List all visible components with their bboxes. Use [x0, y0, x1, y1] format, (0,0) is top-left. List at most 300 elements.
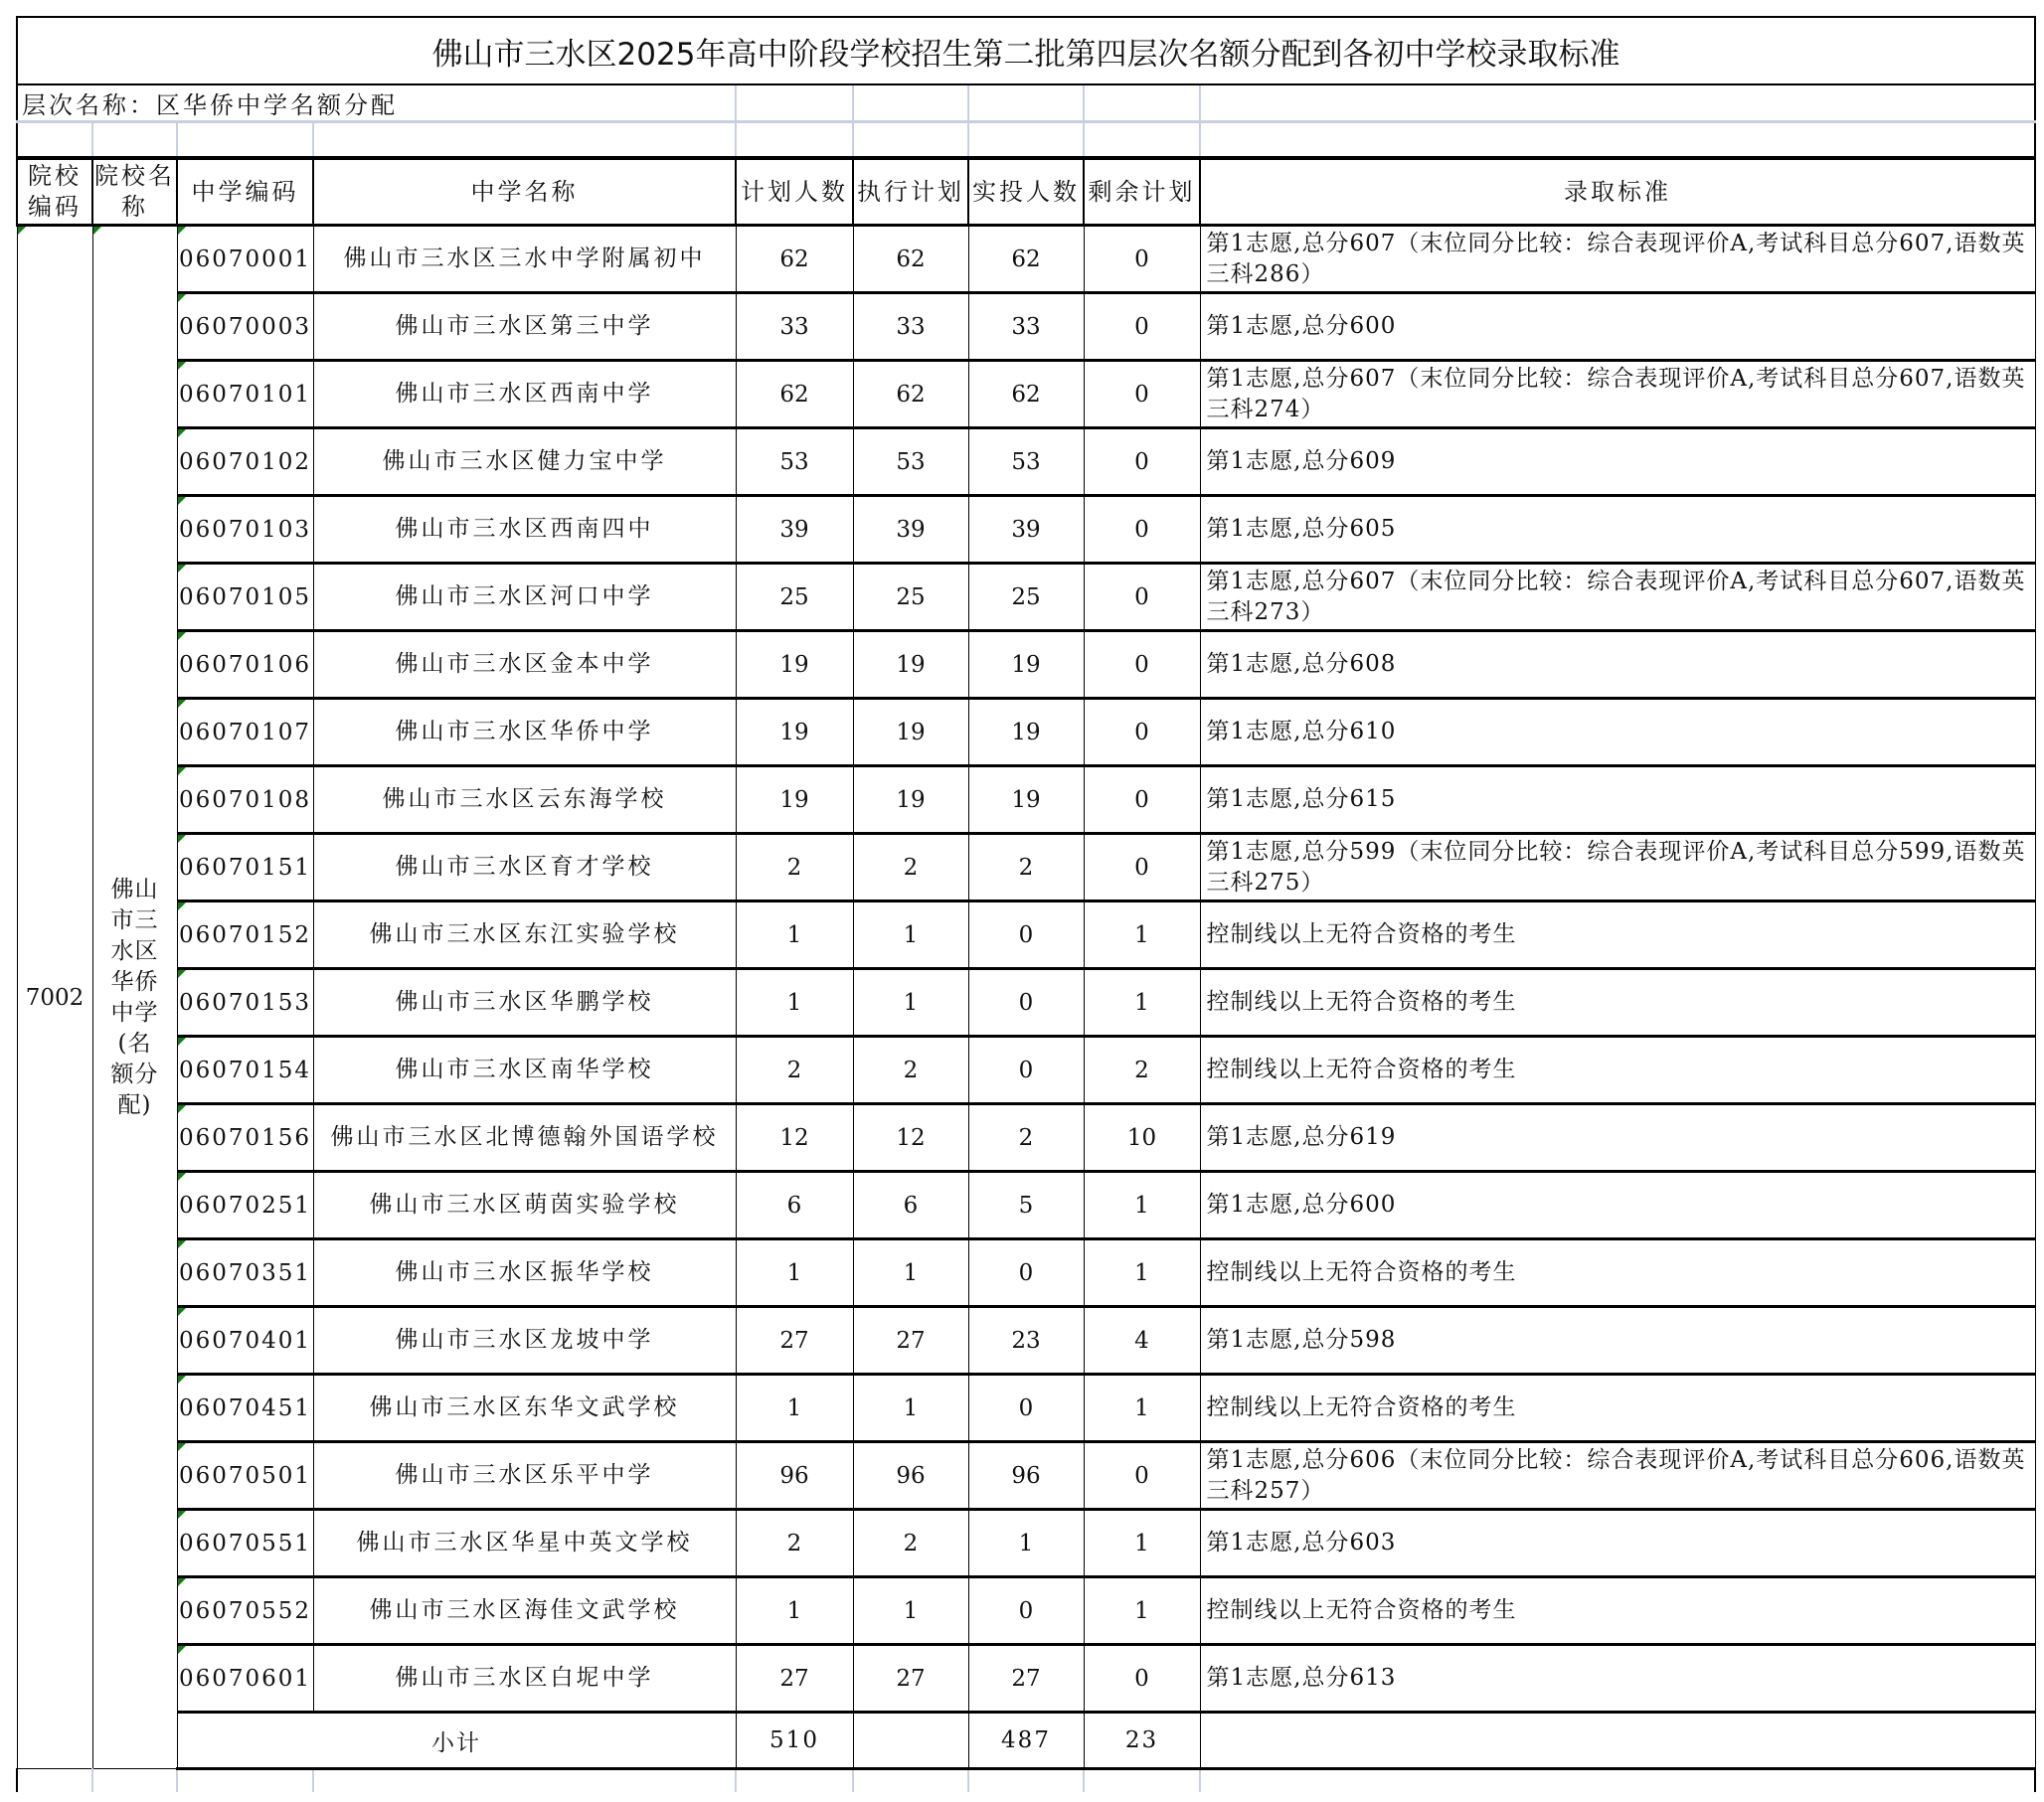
subtotal-criteria[interactable]: [1200, 1713, 2035, 1769]
enrolled-cell[interactable]: [968, 901, 1084, 969]
enrolled-value: 39: [1011, 516, 1041, 543]
plan-cell[interactable]: [736, 293, 853, 361]
remaining-cell[interactable]: [1084, 1577, 1200, 1645]
criteria-cell[interactable]: [1200, 901, 2035, 969]
empty-cell[interactable]: [736, 122, 853, 159]
enrolled-cell[interactable]: [968, 1172, 1084, 1239]
enrolled-cell[interactable]: [968, 1104, 1084, 1172]
plan-cell[interactable]: [736, 1645, 853, 1713]
table-row: [17, 1239, 2035, 1307]
criteria-cell[interactable]: [1200, 226, 2035, 293]
remaining-cell[interactable]: [1084, 564, 1200, 631]
remaining-value: 1: [1134, 921, 1149, 948]
subtotal-exec-plan[interactable]: [853, 1713, 968, 1769]
exec-plan-value: 96: [896, 1462, 926, 1489]
empty-cell[interactable]: [853, 1769, 968, 1793]
enrolled-cell[interactable]: [968, 428, 1084, 496]
exec-plan-cell[interactable]: [853, 1307, 968, 1375]
school-code-cell[interactable]: [177, 361, 313, 428]
exec-plan-cell[interactable]: [853, 1442, 968, 1510]
header-school-name[interactable]: 中学名称: [313, 158, 736, 226]
remaining-cell[interactable]: [1084, 361, 1200, 428]
remaining-cell[interactable]: [1084, 496, 1200, 564]
school-name: 佛山市三水区华星中英文学校: [356, 1530, 693, 1556]
criteria-cell[interactable]: [1200, 361, 2035, 428]
school-name: 佛山市三水区海佳文武学校: [369, 1597, 680, 1623]
criteria-text: 第1志愿,总分598: [1206, 1327, 1397, 1353]
school-code: 06070451: [178, 1394, 312, 1421]
plan-cell[interactable]: [736, 1104, 853, 1172]
remaining-value: 1: [1134, 1597, 1149, 1624]
plan-cell[interactable]: [736, 1375, 853, 1442]
plan-cell[interactable]: [736, 631, 853, 699]
remaining-cell[interactable]: [1084, 1645, 1200, 1713]
school-code: 06070106: [178, 651, 312, 678]
school-name: 佛山市三水区乐平中学: [395, 1462, 654, 1488]
exec-plan-value: 33: [896, 313, 926, 340]
plan-cell[interactable]: [736, 901, 853, 969]
remaining-value: 0: [1134, 448, 1149, 475]
exec-plan-cell[interactable]: [853, 1577, 968, 1645]
school-name-cell[interactable]: [313, 226, 736, 293]
remaining-cell[interactable]: [1084, 1104, 1200, 1172]
criteria-cell[interactable]: [1200, 834, 2035, 901]
remaining-value: 0: [1134, 854, 1149, 881]
enrolled-value: 0: [1018, 1597, 1034, 1624]
remaining-cell[interactable]: [1084, 969, 1200, 1037]
header-enrolled[interactable]: 实投人数: [968, 158, 1084, 226]
criteria-text: 第1志愿,总分606（末位同分比较：综合表现评价A,考试科目总分606,语数英三科257）: [1206, 1446, 2026, 1504]
table-row: [17, 1510, 2035, 1577]
exec-plan-value: 62: [896, 381, 926, 408]
remaining-cell[interactable]: [1084, 699, 1200, 766]
empty-cell[interactable]: [853, 122, 968, 159]
sheet-title[interactable]: 佛山市三水区2025年高中阶段学校招生第二批第四层次名额分配到各初中学校录取标准: [17, 17, 2035, 84]
enrolled-cell[interactable]: [968, 1645, 1084, 1713]
empty-cell[interactable]: [313, 122, 736, 159]
exec-plan-cell[interactable]: [853, 496, 968, 564]
plan-value: 19: [779, 651, 809, 678]
plan-value: 1: [786, 989, 802, 1016]
enrolled-cell[interactable]: [968, 969, 1084, 1037]
plan-cell[interactable]: [736, 1442, 853, 1510]
school-code-cell[interactable]: [177, 1510, 313, 1577]
criteria-cell[interactable]: [1200, 699, 2035, 766]
school-code-cell[interactable]: [177, 1577, 313, 1645]
remaining-value: 1: [1134, 1530, 1149, 1556]
enrolled-cell[interactable]: [968, 699, 1084, 766]
enrolled-value: 2: [1018, 854, 1034, 881]
comment-marker-icon: [178, 632, 186, 640]
empty-cell[interactable]: [313, 1769, 736, 1793]
remaining-cell[interactable]: [1084, 226, 1200, 293]
header-inst-code[interactable]: 院校编码: [17, 158, 92, 226]
exec-plan-cell[interactable]: [853, 564, 968, 631]
table-row: [17, 631, 2035, 699]
empty-cell[interactable]: [968, 1769, 1084, 1793]
criteria-text: 第1志愿,总分600: [1206, 1192, 1397, 1218]
school-code-cell[interactable]: [177, 1375, 313, 1442]
school-name-cell[interactable]: [313, 1577, 736, 1645]
remaining-cell[interactable]: [1084, 834, 1200, 901]
criteria-cell[interactable]: [1200, 1577, 2035, 1645]
school-name: 佛山市三水区萌茵实验学校: [369, 1192, 680, 1218]
empty-cell[interactable]: [92, 122, 177, 159]
enrolled-value: 33: [1011, 313, 1041, 340]
institution-code-cell[interactable]: [17, 226, 92, 1769]
comment-marker-icon: [178, 227, 186, 235]
criteria-cell[interactable]: [1200, 1442, 2035, 1510]
empty-cell[interactable]: [1084, 122, 1200, 159]
criteria-cell[interactable]: [1200, 1375, 2035, 1442]
enrolled-cell[interactable]: [968, 1307, 1084, 1375]
level-name-cell[interactable]: 层次名称：区华侨中学名额分配: [17, 84, 736, 122]
school-code-cell[interactable]: [177, 1442, 313, 1510]
school-name-cell[interactable]: [313, 1375, 736, 1442]
school-name-cell[interactable]: [313, 361, 736, 428]
exec-plan-cell[interactable]: [853, 766, 968, 834]
empty-cell[interactable]: [968, 122, 1084, 159]
plan-cell[interactable]: [736, 564, 853, 631]
school-name: 佛山市三水区西南四中: [395, 516, 654, 542]
school-name-cell[interactable]: [313, 1104, 736, 1172]
school-code-cell[interactable]: [177, 1307, 313, 1375]
subtotal-label[interactable]: 小计: [177, 1713, 736, 1769]
school-name-cell[interactable]: [313, 699, 736, 766]
plan-cell[interactable]: [736, 699, 853, 766]
exec-plan-cell[interactable]: [853, 699, 968, 766]
school-code-cell[interactable]: [177, 293, 313, 361]
plan-cell[interactable]: [736, 361, 853, 428]
school-name-cell[interactable]: [313, 834, 736, 901]
remaining-cell[interactable]: [1084, 901, 1200, 969]
plan-cell[interactable]: [736, 1307, 853, 1375]
subtotal-enrolled[interactable]: 487: [968, 1713, 1084, 1769]
enrolled-cell[interactable]: [968, 1442, 1084, 1510]
enrolled-value: 0: [1018, 921, 1034, 948]
enrolled-value: 96: [1011, 1462, 1041, 1489]
school-name-cell[interactable]: [313, 1645, 736, 1713]
enrolled-cell[interactable]: [968, 631, 1084, 699]
subtotal-remaining[interactable]: 23: [1084, 1713, 1200, 1769]
table-row: [17, 361, 2035, 428]
header-inst-name[interactable]: 院校名称: [92, 158, 177, 226]
comment-marker-icon: [178, 700, 186, 708]
comment-marker-icon: [178, 970, 186, 978]
exec-plan-cell[interactable]: [853, 1375, 968, 1442]
enrolled-value: 53: [1011, 448, 1041, 475]
enrolled-cell[interactable]: [968, 293, 1084, 361]
enrolled-cell[interactable]: [968, 1375, 1084, 1442]
plan-value: 53: [779, 448, 809, 475]
criteria-cell[interactable]: [1200, 428, 2035, 496]
exec-plan-value: 53: [896, 448, 926, 475]
criteria-cell[interactable]: [1200, 1645, 2035, 1713]
empty-cell[interactable]: [1084, 1769, 1200, 1793]
criteria-text: 第1志愿,总分609: [1206, 448, 1397, 474]
empty-cell[interactable]: [17, 122, 92, 159]
remaining-cell[interactable]: [1084, 766, 1200, 834]
criteria-text: 第1志愿,总分610: [1206, 719, 1397, 744]
empty-cell[interactable]: [968, 84, 1084, 122]
enrolled-cell[interactable]: [968, 226, 1084, 293]
school-code-cell[interactable]: [177, 226, 313, 293]
school-name: 佛山市三水区西南中学: [395, 381, 654, 407]
remaining-value: 0: [1134, 516, 1149, 543]
school-code-cell[interactable]: [177, 1037, 313, 1104]
empty-cell[interactable]: [736, 1769, 853, 1793]
exec-plan-cell[interactable]: [853, 1239, 968, 1307]
plan-cell[interactable]: [736, 1577, 853, 1645]
criteria-cell[interactable]: [1200, 1037, 2035, 1104]
school-code-cell[interactable]: [177, 1104, 313, 1172]
exec-plan-cell[interactable]: [853, 1172, 968, 1239]
institution-name-cell[interactable]: [92, 226, 177, 1769]
enrolled-value: 2: [1018, 1124, 1034, 1151]
exec-plan-value: 19: [896, 786, 926, 813]
remaining-value: 0: [1134, 1462, 1149, 1489]
exec-plan-cell[interactable]: [853, 631, 968, 699]
remaining-value: 1: [1134, 1394, 1149, 1421]
criteria-text: 控制线以上无符合资格的考生: [1206, 921, 1517, 947]
remaining-cell[interactable]: [1084, 1239, 1200, 1307]
empty-cell[interactable]: [92, 1769, 177, 1793]
school-name: 佛山市三水区云东海学校: [382, 786, 667, 812]
enrolled-cell[interactable]: [968, 834, 1084, 901]
school-code: 06070151: [178, 854, 312, 881]
admission-table: [16, 16, 2036, 1792]
remaining-value: 1: [1134, 1259, 1149, 1286]
remaining-value: 0: [1134, 786, 1149, 813]
enrolled-value: 5: [1018, 1192, 1034, 1219]
school-code-cell[interactable]: [177, 428, 313, 496]
header-remaining[interactable]: 剩余计划: [1084, 158, 1200, 226]
remaining-cell[interactable]: [1084, 1307, 1200, 1375]
comment-marker-icon: [178, 767, 186, 775]
school-name-cell[interactable]: [313, 631, 736, 699]
exec-plan-cell[interactable]: [853, 969, 968, 1037]
school-code-cell[interactable]: [177, 969, 313, 1037]
exec-plan-cell[interactable]: [853, 1510, 968, 1577]
school-code-cell[interactable]: [177, 901, 313, 969]
exec-plan-cell[interactable]: [853, 1037, 968, 1104]
criteria-cell[interactable]: [1200, 766, 2035, 834]
exec-plan-cell[interactable]: [853, 361, 968, 428]
criteria-cell[interactable]: [1200, 1104, 2035, 1172]
comment-marker-icon: [178, 294, 186, 302]
table-row: [17, 1442, 2035, 1510]
header-criteria[interactable]: 录取标准: [1200, 158, 2035, 226]
plan-cell[interactable]: [736, 1172, 853, 1239]
remaining-cell[interactable]: [1084, 1375, 1200, 1442]
exec-plan-cell[interactable]: [853, 226, 968, 293]
subtotal-plan[interactable]: 510: [736, 1713, 853, 1769]
school-code: 06070105: [178, 583, 312, 610]
comment-marker-icon: [178, 1105, 186, 1113]
empty-cell[interactable]: [1084, 84, 1200, 122]
remaining-value: 1: [1134, 989, 1149, 1016]
criteria-cell[interactable]: [1200, 1239, 2035, 1307]
school-code-cell[interactable]: [177, 766, 313, 834]
empty-cell[interactable]: [1200, 1769, 2035, 1793]
remaining-cell[interactable]: [1084, 1510, 1200, 1577]
plan-cell[interactable]: [736, 1239, 853, 1307]
header-school-code[interactable]: 中学编码: [177, 158, 313, 226]
enrolled-cell[interactable]: [968, 1037, 1084, 1104]
criteria-text: 控制线以上无符合资格的考生: [1206, 1057, 1517, 1082]
table-row: [17, 1307, 2035, 1375]
comment-marker-icon: [178, 1240, 186, 1248]
school-name: 佛山市三水区河口中学: [395, 583, 654, 609]
comment-marker-icon: [178, 1038, 186, 1046]
enrolled-value: 62: [1011, 381, 1041, 408]
plan-value: 2: [786, 1530, 802, 1556]
empty-cell[interactable]: [736, 84, 853, 122]
table-row: [17, 1037, 2035, 1104]
criteria-cell[interactable]: [1200, 1510, 2035, 1577]
school-code-cell[interactable]: [177, 699, 313, 766]
school-code: 06070552: [178, 1597, 312, 1624]
table-row: [17, 699, 2035, 766]
empty-cell[interactable]: [853, 84, 968, 122]
exec-plan-value: 1: [903, 1394, 919, 1421]
exec-plan-value: 62: [896, 246, 926, 272]
comment-marker-icon: [178, 1173, 186, 1181]
exec-plan-cell[interactable]: [853, 428, 968, 496]
enrolled-value: 0: [1018, 1259, 1034, 1286]
exec-plan-cell[interactable]: [853, 1104, 968, 1172]
plan-value: 19: [779, 786, 809, 813]
remaining-cell[interactable]: [1084, 1037, 1200, 1104]
school-name-cell[interactable]: [313, 1442, 736, 1510]
plan-cell[interactable]: [736, 226, 853, 293]
remaining-cell[interactable]: [1084, 631, 1200, 699]
comment-marker-icon: [178, 835, 186, 843]
school-code: 06070102: [178, 448, 312, 475]
empty-cell[interactable]: [177, 122, 313, 159]
criteria-cell[interactable]: [1200, 1172, 2035, 1239]
criteria-cell[interactable]: [1200, 564, 2035, 631]
enrolled-cell[interactable]: [968, 496, 1084, 564]
empty-cell[interactable]: [1200, 122, 2035, 159]
plan-cell[interactable]: [736, 834, 853, 901]
school-code: 06070152: [178, 921, 312, 948]
remaining-value: 0: [1134, 246, 1149, 272]
enrolled-cell[interactable]: [968, 1577, 1084, 1645]
school-name-cell[interactable]: [313, 969, 736, 1037]
criteria-text: 控制线以上无符合资格的考生: [1206, 1394, 1517, 1420]
enrolled-cell[interactable]: [968, 361, 1084, 428]
enrolled-cell[interactable]: [968, 766, 1084, 834]
exec-plan-cell[interactable]: [853, 1645, 968, 1713]
table-row: [17, 1645, 2035, 1713]
remaining-cell[interactable]: [1084, 428, 1200, 496]
school-name-cell[interactable]: [313, 496, 736, 564]
school-code: 06070003: [178, 313, 312, 340]
school-name-cell[interactable]: [313, 428, 736, 496]
subtotal-row: [17, 1713, 2035, 1769]
school-code-cell[interactable]: [177, 1172, 313, 1239]
plan-cell[interactable]: [736, 969, 853, 1037]
school-code-cell[interactable]: [177, 834, 313, 901]
criteria-text: 第1志愿,总分608: [1206, 651, 1397, 677]
header-exec-plan[interactable]: 执行计划: [853, 158, 968, 226]
criteria-text: 第1志愿,总分603: [1206, 1530, 1397, 1556]
criteria-text: 第1志愿,总分613: [1206, 1665, 1397, 1691]
school-name-cell[interactable]: [313, 766, 736, 834]
exec-plan-value: 2: [903, 1530, 919, 1556]
school-code-cell[interactable]: [177, 496, 313, 564]
criteria-cell[interactable]: [1200, 969, 2035, 1037]
enrolled-cell[interactable]: [968, 1239, 1084, 1307]
exec-plan-value: 12: [896, 1124, 926, 1151]
criteria-cell[interactable]: [1200, 293, 2035, 361]
school-code-cell[interactable]: [177, 1645, 313, 1713]
school-code-cell[interactable]: [177, 1239, 313, 1307]
header-row: [17, 158, 2035, 226]
exec-plan-cell[interactable]: [853, 293, 968, 361]
empty-cell[interactable]: [17, 1769, 92, 1793]
school-code-cell[interactable]: [177, 631, 313, 699]
plan-cell[interactable]: [736, 428, 853, 496]
enrolled-cell[interactable]: [968, 564, 1084, 631]
remaining-cell[interactable]: [1084, 1442, 1200, 1510]
plan-cell[interactable]: [736, 766, 853, 834]
enrolled-value: 19: [1011, 786, 1041, 813]
school-name-cell[interactable]: [313, 901, 736, 969]
enrolled-value: 62: [1011, 246, 1041, 272]
criteria-cell[interactable]: [1200, 1307, 2035, 1375]
school-name: 佛山市三水区龙坡中学: [395, 1327, 654, 1353]
table-row: [17, 1104, 2035, 1172]
comment-marker-icon: [178, 1443, 186, 1451]
header-plan[interactable]: 计划人数: [736, 158, 853, 226]
plan-cell[interactable]: [736, 1037, 853, 1104]
exec-plan-cell[interactable]: [853, 901, 968, 969]
school-name-cell[interactable]: [313, 564, 736, 631]
school-name-cell[interactable]: [313, 1307, 736, 1375]
school-name: 佛山市三水区第三中学: [395, 313, 654, 339]
plan-cell[interactable]: [736, 1510, 853, 1577]
table-row: [17, 293, 2035, 361]
school-code-cell[interactable]: [177, 564, 313, 631]
criteria-cell[interactable]: [1200, 631, 2035, 699]
remaining-cell[interactable]: [1084, 1172, 1200, 1239]
plan-value: 96: [779, 1462, 809, 1489]
plan-value: 1: [786, 1259, 802, 1286]
school-name-cell[interactable]: [313, 293, 736, 361]
school-name-cell[interactable]: [313, 1037, 736, 1104]
exec-plan-value: 1: [903, 989, 919, 1016]
enrolled-cell[interactable]: [968, 1510, 1084, 1577]
remaining-value: 1: [1134, 1192, 1149, 1219]
empty-cell[interactable]: [1200, 84, 2035, 122]
exec-plan-cell[interactable]: [853, 834, 968, 901]
exec-plan-value: 1: [903, 1259, 919, 1286]
table-row: [17, 1172, 2035, 1239]
school-name-cell[interactable]: [313, 1239, 736, 1307]
school-name-cell[interactable]: [313, 1172, 736, 1239]
school-name: 佛山市三水区金本中学: [395, 651, 654, 677]
school-code: 06070154: [178, 1057, 312, 1083]
empty-cell[interactable]: [177, 1769, 313, 1793]
plan-cell[interactable]: [736, 496, 853, 564]
criteria-cell[interactable]: [1200, 496, 2035, 564]
remaining-value: 0: [1134, 719, 1149, 745]
enrolled-value: 25: [1011, 583, 1041, 610]
remaining-cell[interactable]: [1084, 293, 1200, 361]
school-name-cell[interactable]: [313, 1510, 736, 1577]
